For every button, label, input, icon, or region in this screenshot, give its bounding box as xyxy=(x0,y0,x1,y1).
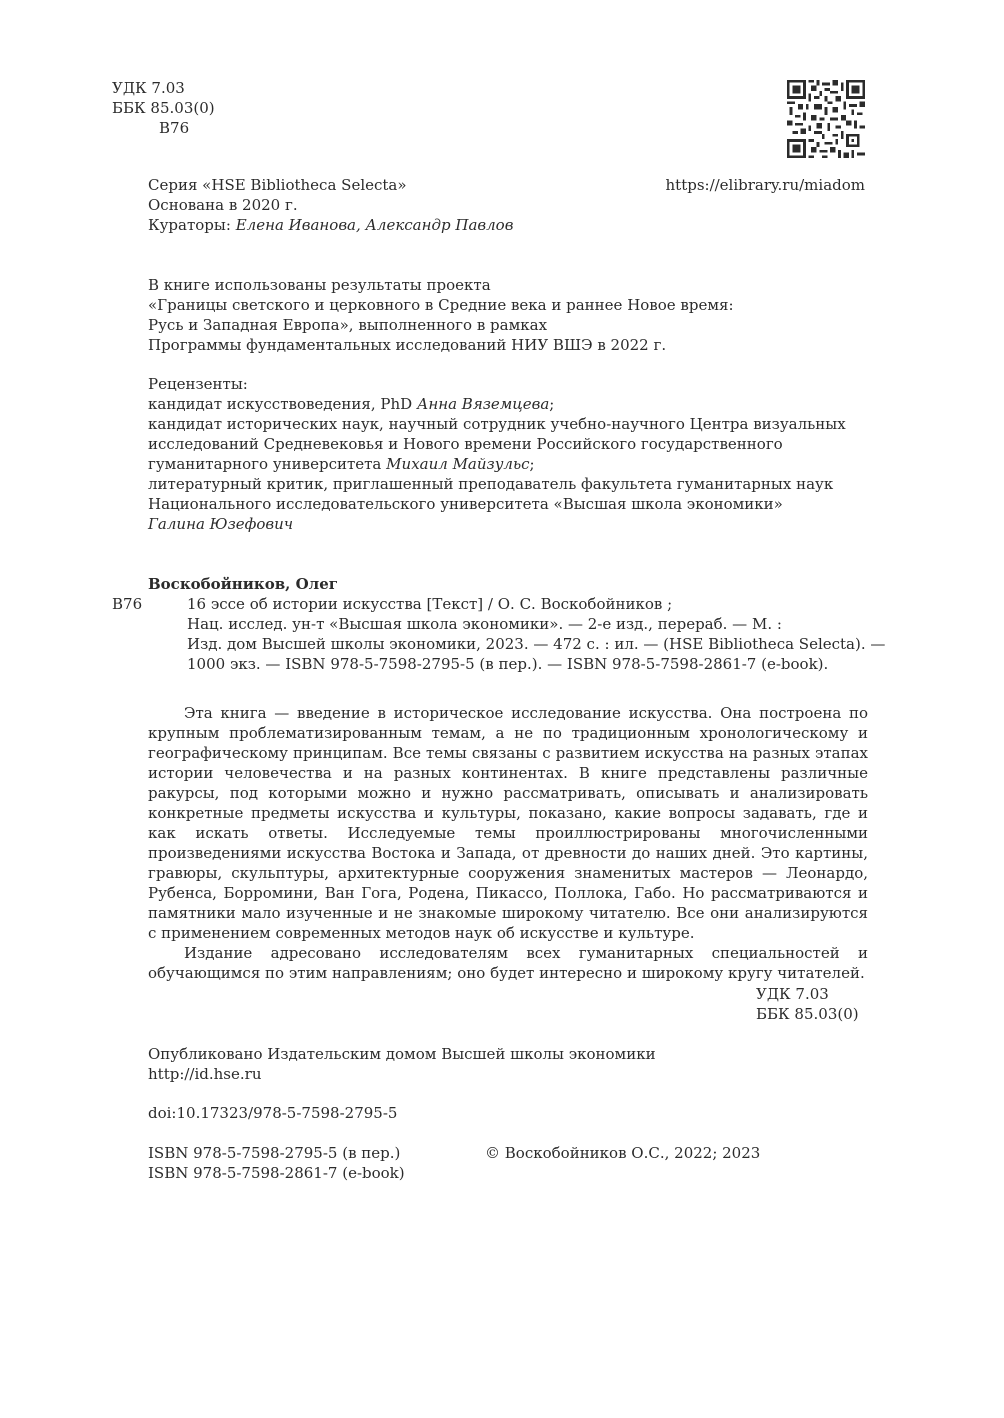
top-classification xyxy=(112,78,215,138)
reviewer-2-line: исследований Средневековья и Нового времени Российского государственного xyxy=(148,435,783,453)
series-curators xyxy=(148,215,513,235)
reviewer-2-end: ; xyxy=(529,455,535,473)
reviewers xyxy=(148,374,846,534)
reviewer-1-text: кандидат искусствоведения, PhD xyxy=(148,395,413,413)
publisher-line: Опубликовано Издательским домом Высшей школы экономики xyxy=(148,1045,656,1063)
isbn-ebook: ISBN 978-5-7598-2861-7 (e-book) xyxy=(148,1164,405,1182)
curators-label: Кураторы: xyxy=(148,216,231,234)
elibrary-url-block xyxy=(666,175,866,195)
publisher-url[interactable]: http://id.hse.ru xyxy=(148,1065,262,1083)
catalog-line: 16 эссе об истории искусства [Текст] / О. С. Воскобойников ; xyxy=(187,595,673,613)
curators-names: Елена Иванова, Александр Павлов xyxy=(235,216,514,234)
reviewer-1 xyxy=(148,394,846,414)
catalog-line: Нац. исслед. ун-т «Высшая школа экономики». — 2-е изд., перераб. — М. : xyxy=(187,615,782,633)
elibrary-url[interactable]: https://elibrary.ru/miadom xyxy=(665,176,865,194)
qr-code-icon[interactable] xyxy=(787,80,865,158)
copyright-block xyxy=(485,1143,760,1163)
catalog-sign-wrap xyxy=(112,594,142,614)
reviewers-title: Рецензенты: xyxy=(148,375,248,393)
reviewer-1-name: Анна Вяземцева xyxy=(416,395,550,413)
doi[interactable]: doi:10.17323/978-5-7598-2795-5 xyxy=(148,1104,398,1122)
isbn-print: ISBN 978-5-7598-2795-5 (в пер.) xyxy=(148,1144,401,1162)
project-line: В книге использованы результаты проекта xyxy=(148,276,491,294)
reviewer-1-end: ; xyxy=(549,395,555,413)
catalog-line: 1000 экз. — ISBN 978-5-7598-2795-5 (в пер.). — ISBN 978-5-7598-2861-7 (e-book). xyxy=(187,655,829,673)
project-line: Программы фундаментальных исследований НИУ ВШЭ в 2022 г. xyxy=(148,336,667,354)
reviewer-3-name: Галина Юзефович xyxy=(148,515,294,533)
doi-block xyxy=(148,1103,397,1123)
udk-code-bottom: УДК 7.03 xyxy=(756,985,829,1003)
reviewer-3-line: литературный критик, приглашенный преподаватель факультета гуманитарных наук xyxy=(148,475,834,493)
annotation xyxy=(148,703,868,983)
catalog-author: Воскобойников, Олег xyxy=(148,575,338,593)
annotation-paragraph: Издание адресовано исследователям всех гуманитарных специальностей и обучающимся по этим направлениям; оно будет интересно и широкому кругу читателей. xyxy=(148,944,868,982)
bottom-classification xyxy=(756,984,859,1024)
copyright: © Воскобойников О.С., 2022; 2023 xyxy=(485,1144,761,1162)
isbn-block xyxy=(148,1143,405,1183)
reviewer-3-line: Национального исследовательского университета «Высшая школа экономики» xyxy=(148,495,783,513)
project-line: Русь и Западная Европа», выполненного в рамках xyxy=(148,316,548,334)
catalog-sign: В76 xyxy=(112,595,143,613)
project-note xyxy=(148,275,734,355)
udk-code: УДК 7.03 xyxy=(112,79,185,97)
reviewer-2-text: гуманитарного университета xyxy=(148,455,382,473)
reviewer-2-line: кандидат исторических наук, научный сотрудник учебно-научного Центра визуальных xyxy=(148,415,846,433)
catalog-line: Изд. дом Высшей школы экономики, 2023. — 472 с. : ил. — (HSE Bibliotheca Selecta). — xyxy=(187,635,886,653)
series-title: Серия «HSE Bibliotheca Selecta» xyxy=(148,176,407,194)
catalog-entry xyxy=(148,574,338,594)
project-line: «Границы светского и церковного в Средние века и раннее Новое время: xyxy=(148,296,734,314)
series-founded: Основана в 2020 г. xyxy=(148,196,298,214)
annotation-paragraph: Эта книга — введение в историческое исследование искусства. Она построена по крупным проблематизированным темам, а не по традиционным хронологическому и географическому принципам. Все темы связаны с развитием искусства на разных этапах истории человечества и на разных континентах. В книге представлены различные ракурсы, под которыми можно и нужно рассматривать, описывать и анализировать конкретные предметы искусства и культуры, показано, какие вопросы задавать, где и как искать ответы. Исследуемые темы проиллюстрированы многочисленными произведениями искусства Востока и Запада, от древности до наших дней. Это картины, гравюры, скульптуры, архитектурные сооружения знаменитых мастеров — Леонардо, Рубенса, Борромини, Ван Гога, Родена, Пикассо, Поллока, Габо. Но рассматриваются и памятники мало изученные и не знакомые широкому читателю. Все они анализируются с применением современных методов наук об искусстве и культуре. xyxy=(148,704,868,942)
author-sign: В76 xyxy=(159,119,190,137)
series-info xyxy=(148,175,513,235)
bbk-code: ББК 85.03(0) xyxy=(112,99,215,117)
reviewer-2-line xyxy=(148,454,846,474)
catalog-description xyxy=(187,594,885,674)
bbk-code-bottom: ББК 85.03(0) xyxy=(756,1005,859,1023)
publisher-info xyxy=(148,1044,656,1084)
reviewer-2-name: Михаил Майзульс xyxy=(386,455,530,473)
